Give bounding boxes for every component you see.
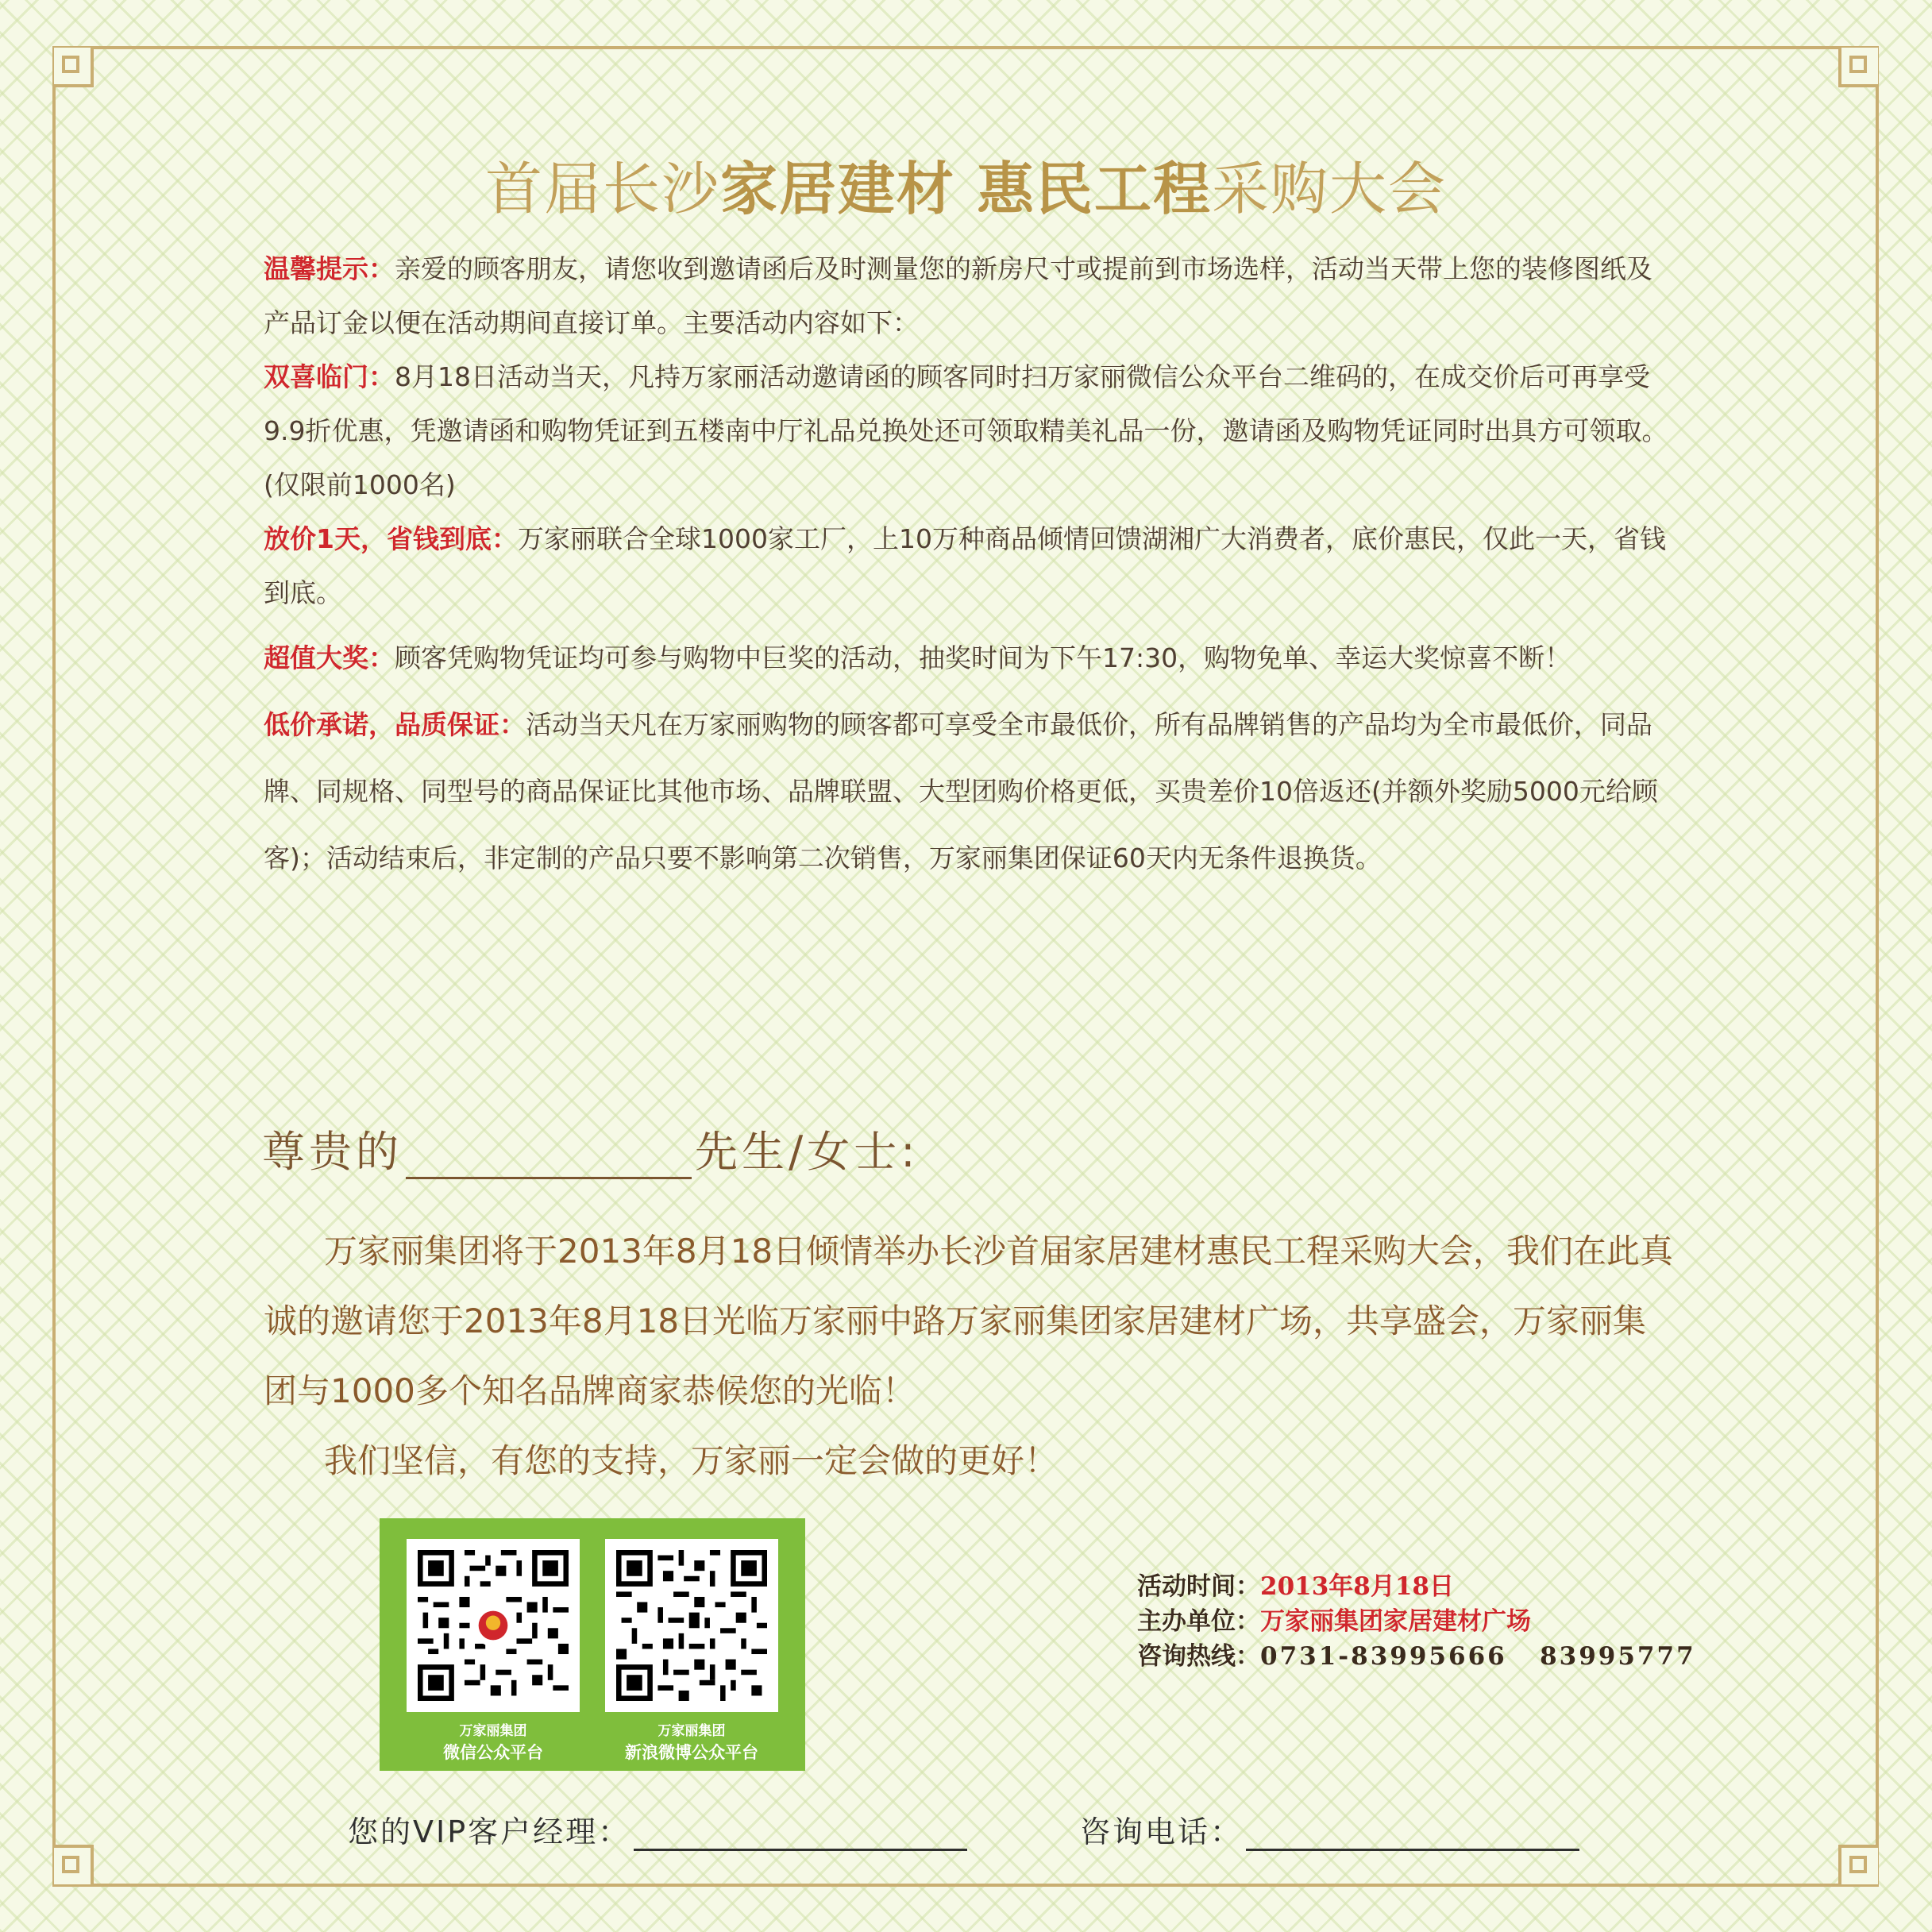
notice-label: 低价承诺，品质保证： xyxy=(264,709,526,740)
event-hotline-value: 0731-83995666 83995777 xyxy=(1260,1642,1696,1671)
qr-org: 万家丽集团 xyxy=(657,1723,726,1739)
notice-label: 温馨提示： xyxy=(264,253,395,284)
event-time-value: 2013年8月18日 xyxy=(1260,1572,1454,1601)
notice-text: 活动当天凡在万家丽购物的顾客都可享受全市最低价，所有品牌销售的产品均为全市最低价，同品牌、同规格、同型号的商品保证比其他市场、品牌联盟、大型团购价格更低，买贵差价10倍返还(并额外奖励5000元给顾客)；活动结束后，非定制的产品只要不影响第二次销售，万家丽集团保证60天内无条件退换货。 xyxy=(264,709,1658,873)
vip-manager-blank-line xyxy=(634,1820,967,1851)
invitation-letter xyxy=(264,1217,1677,1496)
notice-label: 放价1天，省钱到底： xyxy=(264,523,518,554)
notice-text: 顾客凭购物凭证均可参与购物中巨奖的活动，抽奖时间为下午17:30，购物免单、幸运大奖惊喜不断！ xyxy=(395,642,1571,673)
qr-platform: 微信公众平台 xyxy=(443,1743,543,1762)
event-hotline-label: 咨询热线： xyxy=(1137,1642,1260,1671)
qr-platform: 新浪微博公众平台 xyxy=(625,1743,758,1762)
event-time-label: 活动时间： xyxy=(1137,1572,1260,1601)
vip-manager-label: 您的VIP客户经理： xyxy=(348,1814,631,1849)
notice-item xyxy=(264,242,1677,350)
qr-code-icon xyxy=(418,1550,569,1701)
consult-phone-blank-line xyxy=(1246,1820,1579,1851)
notice-item xyxy=(264,512,1677,620)
title-part-3: 采购大会 xyxy=(1212,156,1448,222)
salutation-suffix: 先生/女士: xyxy=(695,1127,920,1177)
event-time-row xyxy=(1137,1569,1696,1604)
title-part-2: 家居建材 惠民工程 xyxy=(719,156,1213,222)
qr-caption xyxy=(407,1722,580,1764)
event-host-row xyxy=(1137,1604,1696,1639)
activity-notice xyxy=(264,242,1677,892)
event-info xyxy=(1137,1569,1696,1674)
title-part-1: 首届长沙 xyxy=(484,156,720,222)
notice-label: 超值大奖： xyxy=(264,642,395,673)
salutation-prefix: 尊贵的 xyxy=(262,1127,403,1177)
vip-manager-field xyxy=(348,1807,967,1851)
consult-phone-label: 咨询电话： xyxy=(1080,1814,1244,1849)
qr-code-panel xyxy=(380,1518,805,1771)
corner-ornament xyxy=(54,1845,94,1884)
notice-text: 亲爱的顾客朋友，请您收到邀请函后及时测量您的新房尺寸或提前到市场选样，活动当天带上您的装修图纸及产品订金以便在活动期间直接订单。主要活动内容如下： xyxy=(264,253,1652,338)
corner-ornament xyxy=(1838,1845,1878,1884)
qr-org: 万家丽集团 xyxy=(459,1723,527,1739)
notice-item xyxy=(264,692,1677,892)
letter-paragraph: 我们坚信，有您的支持，万家丽一定会做的更好！ xyxy=(324,1441,1059,1480)
corner-ornament xyxy=(1838,48,1878,87)
event-host-label: 主办单位： xyxy=(1137,1607,1260,1636)
consult-phone-field xyxy=(1080,1807,1579,1851)
event-host-value: 万家丽集团家居建材广场 xyxy=(1260,1607,1531,1636)
notice-text: 8月18日活动当天，凡持万家丽活动邀请函的顾客同时扫万家丽微信公众平台二维码的，在成交价后可再享受9.9折优惠，凭邀请函和购物凭证到五楼南中厅礼品兑换处还可领取精美礼品一份，邀请函及购物凭证同时出具方可领取。(仅限前1000名) xyxy=(264,361,1668,500)
qr-code-icon xyxy=(616,1550,767,1701)
notice-item xyxy=(264,350,1677,512)
notice-item xyxy=(264,631,1677,685)
page-title xyxy=(0,143,1932,226)
letter-paragraph: 万家丽集团将于2013年8月18日倾情举办长沙首届家居建材惠民工程采购大会，我们在此真诚的邀请您于2013年8月18日光临万家丽中路万家丽集团家居建材广场，共享盛会，万家丽集团与1000多个知名品牌商家恭候您的光临！ xyxy=(264,1232,1674,1410)
salutation xyxy=(262,1118,919,1179)
qr-caption xyxy=(605,1722,778,1764)
corner-ornament xyxy=(54,48,94,87)
name-blank-line xyxy=(406,1137,692,1179)
wechat-qr-code xyxy=(407,1539,580,1712)
notice-text: 万家丽联合全球1000家工厂，上10万种商品倾情回馈湖湘广大消费者，底价惠民，仅此一天，省钱到底。 xyxy=(264,523,1666,608)
weibo-qr-code xyxy=(605,1539,778,1712)
event-hotline-row xyxy=(1137,1639,1696,1674)
notice-label: 双喜临门： xyxy=(264,361,395,392)
